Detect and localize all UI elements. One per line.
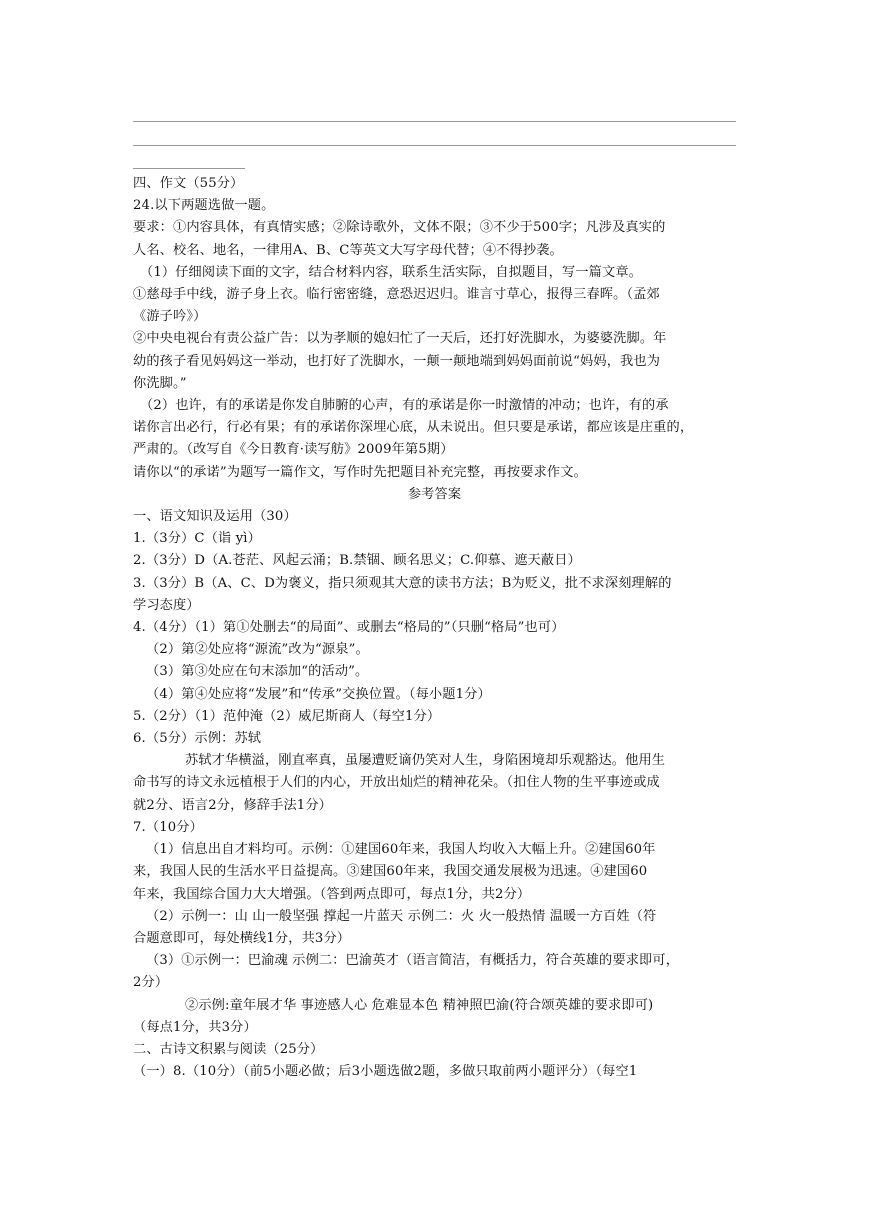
answer-8: （一）8.（10分）（前5小题必做；后3小题选做2题，多做只取前两小题评分）（每空1 (133, 1064, 638, 1080)
answer-1: 1.（3分）C（诣 yì） (133, 531, 261, 547)
option-2-instruction: 请你以“的承诺”为题写一篇作文，写作时先把题目补充完整，再按要求作文。 (133, 464, 587, 480)
option-2-line: 严肃的。（改写自《今日教育·读写舫》2009年第5期） (133, 442, 454, 458)
option-2-line: （2）也许，有的承诺是你发自肺腑的心声，有的承诺是你一时激情的冲动；也许，有的承 (140, 398, 669, 414)
material-2-line: 幼的孩子看见妈妈这一举动，也打好了洗脚水，一颠一颠地端到妈妈面前说“妈妈，我也为 (133, 353, 661, 369)
answer-key-title: 参考答案 (407, 486, 462, 502)
answer-7-2-cont: 合题意即可，每处横线1分，共3分） (133, 930, 351, 946)
answer-4-2: （2）第②处应将“源流”改为“源泉”。 (146, 642, 369, 658)
answer-7-1-cont: 年来，我国综合国力大大增强。（答到两点即可，每点1分，共2分） (133, 886, 531, 902)
answer-4-4: （4）第④处应将“发展”和“传承”交换位置。（每小题1分） (146, 686, 491, 702)
answer-line-short (133, 168, 245, 169)
answer-4: 4.（4分）（1）第①处删去“的局面”、或删去“格局的”（只删“格局”也可） (133, 620, 565, 636)
document-page (133, 108, 736, 1083)
option-2-line: 诺你言出必行，行必有果；有的承诺你深埋心底，从未说出。但只要是承诺，都应该是庄重的， (133, 420, 694, 436)
material-1-line: ①慈母手中线，游子身上衣。临行密密缝，意恐迟迟归。谁言寸草心，报得三春晖。（孟郊 (133, 287, 660, 303)
answer-7-1-cont: 来，我国人民的生活水平日益提高。③建国60年来，我国交通发展极为迅速。④建国60 (133, 864, 648, 880)
answer-7-1: （1）信息出自才料均可。示例：①建国60年来，我国人均收入大幅上升。②建国60年 (146, 842, 656, 858)
answer-2: 2.（3分）D（A.苍茫、风起云涌；B.禁锢、顾名思义；C.仰慕、遮天蔽日） (133, 553, 581, 569)
answer-7-3-cont: 2分） (133, 975, 169, 991)
answer-6-text: 命书写的诗文永远植根于人们的内心，开放出灿烂的精神花朵。（扣住人物的生平事迹或成 (133, 775, 660, 791)
material-2-line: ②中央电视台有责公益广告：以为孝顺的媳妇忙了一天后，还打好洗脚水，为婆婆洗脚。年 (133, 331, 667, 347)
answer-3-cont: 学习态度） (133, 597, 200, 613)
answer-line (133, 121, 736, 122)
section-heading-1: 一、语文知识及运用（30） (133, 509, 297, 525)
document-body (133, 173, 736, 1083)
answer-6-text: 就2分、语言2分，修辞手法1分） (133, 797, 333, 813)
answer-5: 5.（2分）（1）范仲淹（2）威尼斯商人（每空1分） (133, 708, 441, 724)
answer-line (133, 145, 736, 146)
answer-6-text: 苏轼才华横溢，刚直率真，虽屡遭贬谪仍笑对人生，身陷困境却乐观豁达。他用生 (185, 753, 666, 769)
section-heading-essay: 四、作文（55分） (133, 176, 244, 191)
section-heading-2: 二、古诗文积累与阅读（25分） (133, 1041, 324, 1057)
requirements-line: 要求：①内容具体，有真情实感；②除诗歌外，文体不限；③不少于500字；凡涉及真实的 (133, 220, 666, 236)
answer-7-2: （2）示例一：山 山一般坚强 撑起一片蓝天 示例二：火 火一般热情 温暖一方百姓（符 (146, 908, 657, 924)
option-1-instruction: （1）仔细阅读下面的文字，结合材料内容，联系生活实际，自拟题目，写一篇文章。 (140, 264, 643, 280)
answer-3: 3.（3分）B（A、C、D为褒义，指只须观其大意的读书方法；B为贬义，批不求深刻理解的 (133, 575, 672, 591)
answer-4-3: （3）第③处应在句末添加“的活动”。 (146, 664, 369, 680)
answer-7: 7.（10分） (133, 819, 203, 835)
answer-7-3-2: ②示例:童年展才华 事迹感人心 危难显本色 精神照巴渝(符合颂英雄的要求即可) (185, 997, 654, 1013)
answer-7-3: （3）①示例一：巴渝魂 示例二：巴渝英才（语言简洁，有概括力，符合英雄的要求即可， (146, 953, 680, 969)
material-2-line: 你洗脚。” (133, 375, 187, 391)
answer-6: 6.（5分）示例：苏轼 (133, 731, 262, 747)
material-1-line: 《游子吟》） (133, 309, 207, 325)
requirements-line: 人名、校名、地名，一律用A、B、C等英文大写字母代替；④不得抄袭。 (133, 242, 563, 258)
question-24: 24.以下两题选做一题。 (133, 198, 275, 214)
answer-7-3-2-cont: （每点1分，共3分） (133, 1019, 257, 1035)
